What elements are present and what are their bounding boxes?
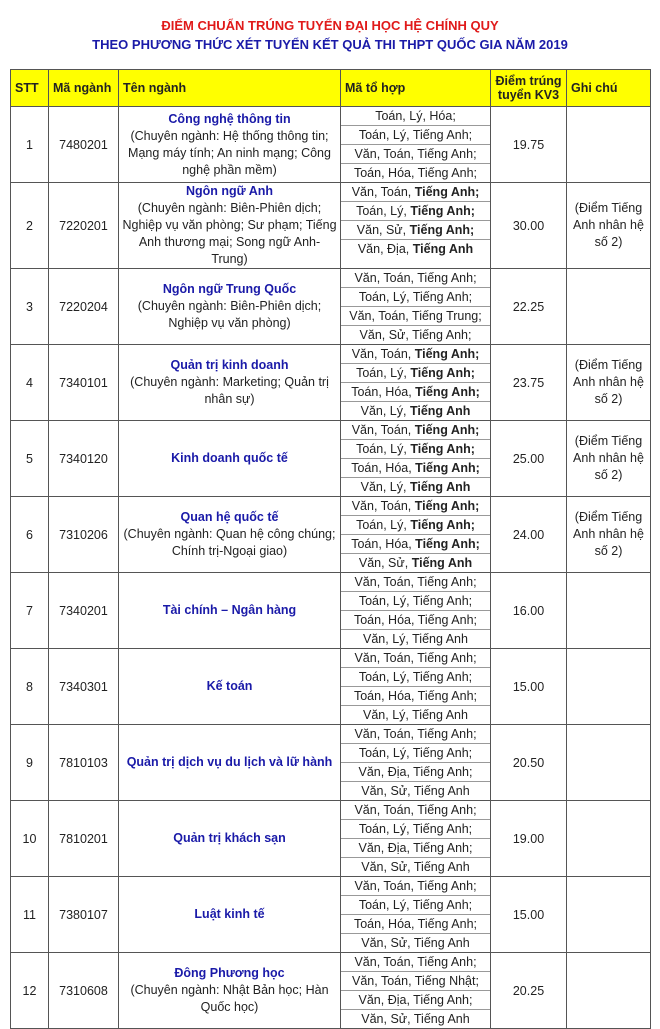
combo-subjects: Văn, Địa, [357,242,413,256]
major-detail: (Chuyên ngành: Biên-Phiên dịch; Nghiệp vụ văn phòng) [137,299,322,330]
combo-line [341,164,490,182]
combo-subjects: Văn, Sử, Tiếng Anh; [359,328,472,342]
combo-line [341,288,490,307]
combo-weighted-subject: Tiếng Anh; [410,518,475,532]
cell-score: 16.00 [491,573,567,649]
cell-note [567,649,651,725]
header-name: Tên ngành [119,70,341,107]
combo-subjects: Văn, Sử, [356,223,410,237]
cell-score: 20.50 [491,725,567,801]
cell-major-name [119,725,341,801]
combo-line [341,497,490,516]
combo-subjects: Toán, Lý, Tiếng Anh; [358,128,473,142]
combo-line [341,183,490,202]
cell-score: 15.00 [491,649,567,725]
combo-subjects: Văn, Toán, Tiếng Anh; [354,651,477,665]
cell-score: 20.25 [491,953,567,1029]
combo-line [341,1010,490,1028]
combo-subjects: Văn, Toán, Tiếng Anh; [354,147,477,161]
combo-subjects: Văn, Địa, Tiếng Anh; [358,993,473,1007]
page-subtitle: THEO PHƯƠNG THỨC XÉT TUYỂN KẾT QUẢ THI THPT QUỐC GIA NĂM 2019 [92,37,568,52]
combo-line [341,202,490,221]
combo-weighted-subject: Tiếng Anh; [415,461,480,475]
combo-weighted-subject: Tiếng Anh; [414,499,480,513]
major-detail: (Chuyên ngành: Nhật Bản học; Hàn Quốc học) [130,983,329,1014]
combo-line [341,573,490,592]
cell-combos [341,183,491,269]
cell-note: (Điểm Tiếng Anh nhân hệ số 2) [567,421,651,497]
major-title: Công nghệ thông tin [168,111,291,126]
major-title: Quản trị dịch vụ du lịch và lữ hành [126,755,333,769]
major-title: Quản trị kinh doanh [170,358,289,372]
combo-line [341,991,490,1010]
combo-subjects: Toán, Lý, [356,204,411,218]
cell-stt: 7 [11,573,49,649]
cell-combos [341,497,491,573]
cell-score: 15.00 [491,877,567,953]
combo-line [341,345,490,364]
cell-note: (Điểm Tiếng Anh nhân hệ số 2) [567,183,651,269]
cell-major-name [119,497,341,573]
combo-subjects: Văn, Sử, Tiếng Anh [361,860,470,874]
combo-weighted-subject: Tiếng Anh; [414,185,480,199]
combo-line [341,763,490,782]
combo-weighted-subject: Tiếng Anh; [414,347,480,361]
combo-subjects: Văn, Toán, Tiếng Nhật; [352,974,479,988]
major-detail: (Chuyên ngành: Biên-Phiên dịch; Nghiệp vụ văn phòng; Sư phạm; Tiếng Anh thương mại; Song ngữ Anh-Trung) [122,201,337,266]
header-note: Ghi chú [567,70,651,107]
cell-combos [341,573,491,649]
combo-subjects: Văn, Sử, [358,556,412,570]
cell-note [567,269,651,345]
combo-line [341,934,490,952]
combo-subjects: Toán, Lý, [356,366,411,380]
combo-line [341,706,490,724]
combo-line [341,554,490,572]
cell-code: 7310608 [49,953,119,1029]
combo-line [341,459,490,478]
combo-subjects: Văn, Sử, Tiếng Anh [361,936,470,950]
cell-note: (Điểm Tiếng Anh nhân hệ số 2) [567,345,651,421]
table-row [11,497,651,573]
cell-stt: 3 [11,269,49,345]
cell-combos [341,801,491,877]
combo-subjects: Văn, Toán, [351,185,415,199]
table-row [11,573,651,649]
combo-line [341,915,490,934]
cell-note [567,573,651,649]
combo-line [341,972,490,991]
combo-subjects: Toán, Lý, Tiếng Anh; [358,898,473,912]
cell-code: 7340201 [49,573,119,649]
cell-major-name [119,421,341,497]
cell-score: 19.75 [491,107,567,183]
combo-subjects: Toán, Lý, [356,442,411,456]
cell-score: 25.00 [491,421,567,497]
combo-line [341,630,490,648]
table-row [11,269,651,345]
combo-subjects: Toán, Lý, Tiếng Anh; [358,822,473,836]
combo-weighted-subject: Tiếng Anh; [415,385,480,399]
combo-line [341,744,490,763]
combo-line [341,440,490,459]
cell-score: 30.00 [491,183,567,269]
major-title: Ngôn ngữ Trung Quốc [162,282,297,296]
combo-subjects: Toán, Lý, Hóa; [375,109,456,123]
combo-subjects: Văn, Toán, Tiếng Anh; [354,575,477,589]
combo-line [341,611,490,630]
cell-code: 7810103 [49,725,119,801]
combo-subjects: Văn, Lý, [360,404,410,418]
combo-line [341,240,490,258]
table-row [11,649,651,725]
major-title: Kinh doanh quốc tế [171,451,288,465]
cell-note [567,725,651,801]
header-score: Điểm trúng tuyển KV3 [491,70,567,107]
page-title: ĐIỂM CHUẨN TRÚNG TUYỂN ĐẠI HỌC HỆ CHÍNH QUY [161,18,499,33]
cell-code: 7340120 [49,421,119,497]
cell-stt: 6 [11,497,49,573]
combo-subjects: Toán, Hóa, [351,461,416,475]
table-row [11,801,651,877]
major-title: Ngôn ngữ Anh [185,184,274,198]
major-title: Kế toán [206,679,253,693]
combo-subjects: Toán, Hóa, Tiếng Anh; [353,613,477,627]
cell-note: (Điểm Tiếng Anh nhân hệ số 2) [567,497,651,573]
combo-line [341,877,490,896]
combo-subjects: Văn, Sử, Tiếng Anh [361,1012,470,1026]
cell-score: 19.00 [491,801,567,877]
cell-combos [341,107,491,183]
combo-line [341,516,490,535]
cell-stt: 2 [11,183,49,269]
cell-stt: 1 [11,107,49,183]
cell-code: 7220201 [49,183,119,269]
cell-stt: 9 [11,725,49,801]
combo-line [341,858,490,876]
cell-score: 22.25 [491,269,567,345]
combo-subjects: Văn, Lý, [360,480,410,494]
cell-code: 7810201 [49,801,119,877]
combo-weighted-subject: Tiếng Anh; [414,423,480,437]
combo-line [341,687,490,706]
table-row [11,421,651,497]
cell-combos [341,649,491,725]
combo-line [341,326,490,344]
cell-stt: 5 [11,421,49,497]
cell-score: 23.75 [491,345,567,421]
cell-code: 7380107 [49,877,119,953]
major-title: Tài chính – Ngân hàng [162,603,297,617]
cell-combos [341,345,491,421]
cell-combos [341,421,491,497]
combo-line [341,126,490,145]
combo-subjects: Toán, Lý, [356,518,411,532]
cell-major-name [119,107,341,183]
major-detail: (Chuyên ngành: Marketing; Quản trị nhân sự) [130,375,329,406]
cell-code: 7340301 [49,649,119,725]
combo-subjects: Văn, Địa, Tiếng Anh; [358,765,473,779]
major-title: Luật kinh tế [194,907,265,921]
combo-subjects: Toán, Hóa, Tiếng Anh; [353,917,477,931]
combo-line [341,269,490,288]
cell-code: 7340101 [49,345,119,421]
combo-subjects: Toán, Hóa, Tiếng Anh; [353,689,477,703]
table-row [11,877,651,953]
combo-subjects: Văn, Toán, Tiếng Anh; [354,271,477,285]
cell-major-name [119,345,341,421]
cell-major-name [119,269,341,345]
cell-note [567,801,651,877]
combo-weighted-subject: Tiếng Anh [411,556,473,570]
combo-subjects: Văn, Lý, Tiếng Anh [363,632,468,646]
cell-note [567,107,651,183]
combo-subjects: Toán, Lý, Tiếng Anh; [358,670,473,684]
cell-combos [341,953,491,1029]
combo-line [341,820,490,839]
combo-weighted-subject: Tiếng Anh [412,242,474,256]
cell-major-name [119,801,341,877]
table-header-row [11,70,651,107]
header-code: Mã ngành [49,70,119,107]
cell-stt: 8 [11,649,49,725]
table-row [11,725,651,801]
combo-subjects: Toán, Hóa, [351,385,416,399]
cell-stt: 11 [11,877,49,953]
combo-subjects: Văn, Toán, Tiếng Trung; [349,309,482,323]
combo-line [341,725,490,744]
cell-major-name [119,953,341,1029]
combo-weighted-subject: Tiếng Anh [409,404,471,418]
combo-weighted-subject: Tiếng Anh; [415,537,480,551]
cell-code: 7220204 [49,269,119,345]
combo-subjects: Văn, Toán, [351,347,415,361]
cell-stt: 10 [11,801,49,877]
combo-line [341,383,490,402]
combo-subjects: Văn, Toán, [351,499,415,513]
combo-line [341,478,490,496]
table-row [11,953,651,1029]
header-stt: STT [11,70,49,107]
cell-combos [341,269,491,345]
combo-line [341,953,490,972]
table-row [11,345,651,421]
combo-subjects: Văn, Toán, Tiếng Anh; [354,803,477,817]
cell-stt: 12 [11,953,49,1029]
cell-combos [341,725,491,801]
combo-line [341,402,490,420]
combo-subjects: Văn, Toán, [351,423,415,437]
header-combo: Mã tổ hợp [341,70,491,107]
combo-subjects: Văn, Sử, Tiếng Anh [361,784,470,798]
combo-subjects: Văn, Toán, Tiếng Anh; [354,727,477,741]
major-title: Đông Phương học [174,966,285,980]
combo-line [341,896,490,915]
table-row [11,183,651,269]
combo-subjects: Văn, Địa, Tiếng Anh; [358,841,473,855]
combo-subjects: Văn, Toán, Tiếng Anh; [354,879,477,893]
combo-subjects: Toán, Hóa, [351,537,416,551]
cell-code: 7480201 [49,107,119,183]
major-title: Quản trị khách sạn [173,831,286,845]
combo-line [341,221,490,240]
combo-line [341,592,490,611]
combo-line [341,364,490,383]
cell-note [567,953,651,1029]
combo-subjects: Toán, Lý, Tiếng Anh; [358,746,473,760]
combo-line [341,801,490,820]
major-detail: (Chuyên ngành: Hệ thống thông tin; Mạng máy tính; An ninh mạng; Công nghệ phần mềm) [128,128,331,177]
combo-subjects: Văn, Toán, Tiếng Anh; [354,955,477,969]
combo-line [341,535,490,554]
combo-line [341,307,490,326]
combo-weighted-subject: Tiếng Anh [409,480,471,494]
major-detail: (Chuyên ngành: Quan hệ công chúng; Chính trị-Ngoại giao) [123,527,336,558]
cell-major-name [119,573,341,649]
cell-note [567,877,651,953]
table-row [11,107,651,183]
cell-combos [341,877,491,953]
combo-subjects: Toán, Lý, Tiếng Anh; [358,290,473,304]
cell-stt: 4 [11,345,49,421]
combo-subjects: Toán, Hóa, Tiếng Anh; [353,166,477,180]
combo-line [341,107,490,126]
cell-major-name [119,649,341,725]
combo-line [341,421,490,440]
combo-line [341,145,490,164]
cell-major-name [119,183,341,269]
admission-score-table [10,69,651,1029]
combo-weighted-subject: Tiếng Anh; [410,442,475,456]
major-title: Quan hệ quốc tế [180,510,279,524]
combo-subjects: Toán, Lý, Tiếng Anh; [358,594,473,608]
combo-line [341,668,490,687]
cell-code: 7310206 [49,497,119,573]
combo-weighted-subject: Tiếng Anh; [410,366,475,380]
combo-line [341,649,490,668]
combo-line [341,839,490,858]
cell-major-name [119,877,341,953]
combo-weighted-subject: Tiếng Anh; [410,204,475,218]
combo-weighted-subject: Tiếng Anh; [409,223,475,237]
combo-subjects: Văn, Lý, Tiếng Anh [363,708,468,722]
cell-score: 24.00 [491,497,567,573]
combo-line [341,782,490,800]
